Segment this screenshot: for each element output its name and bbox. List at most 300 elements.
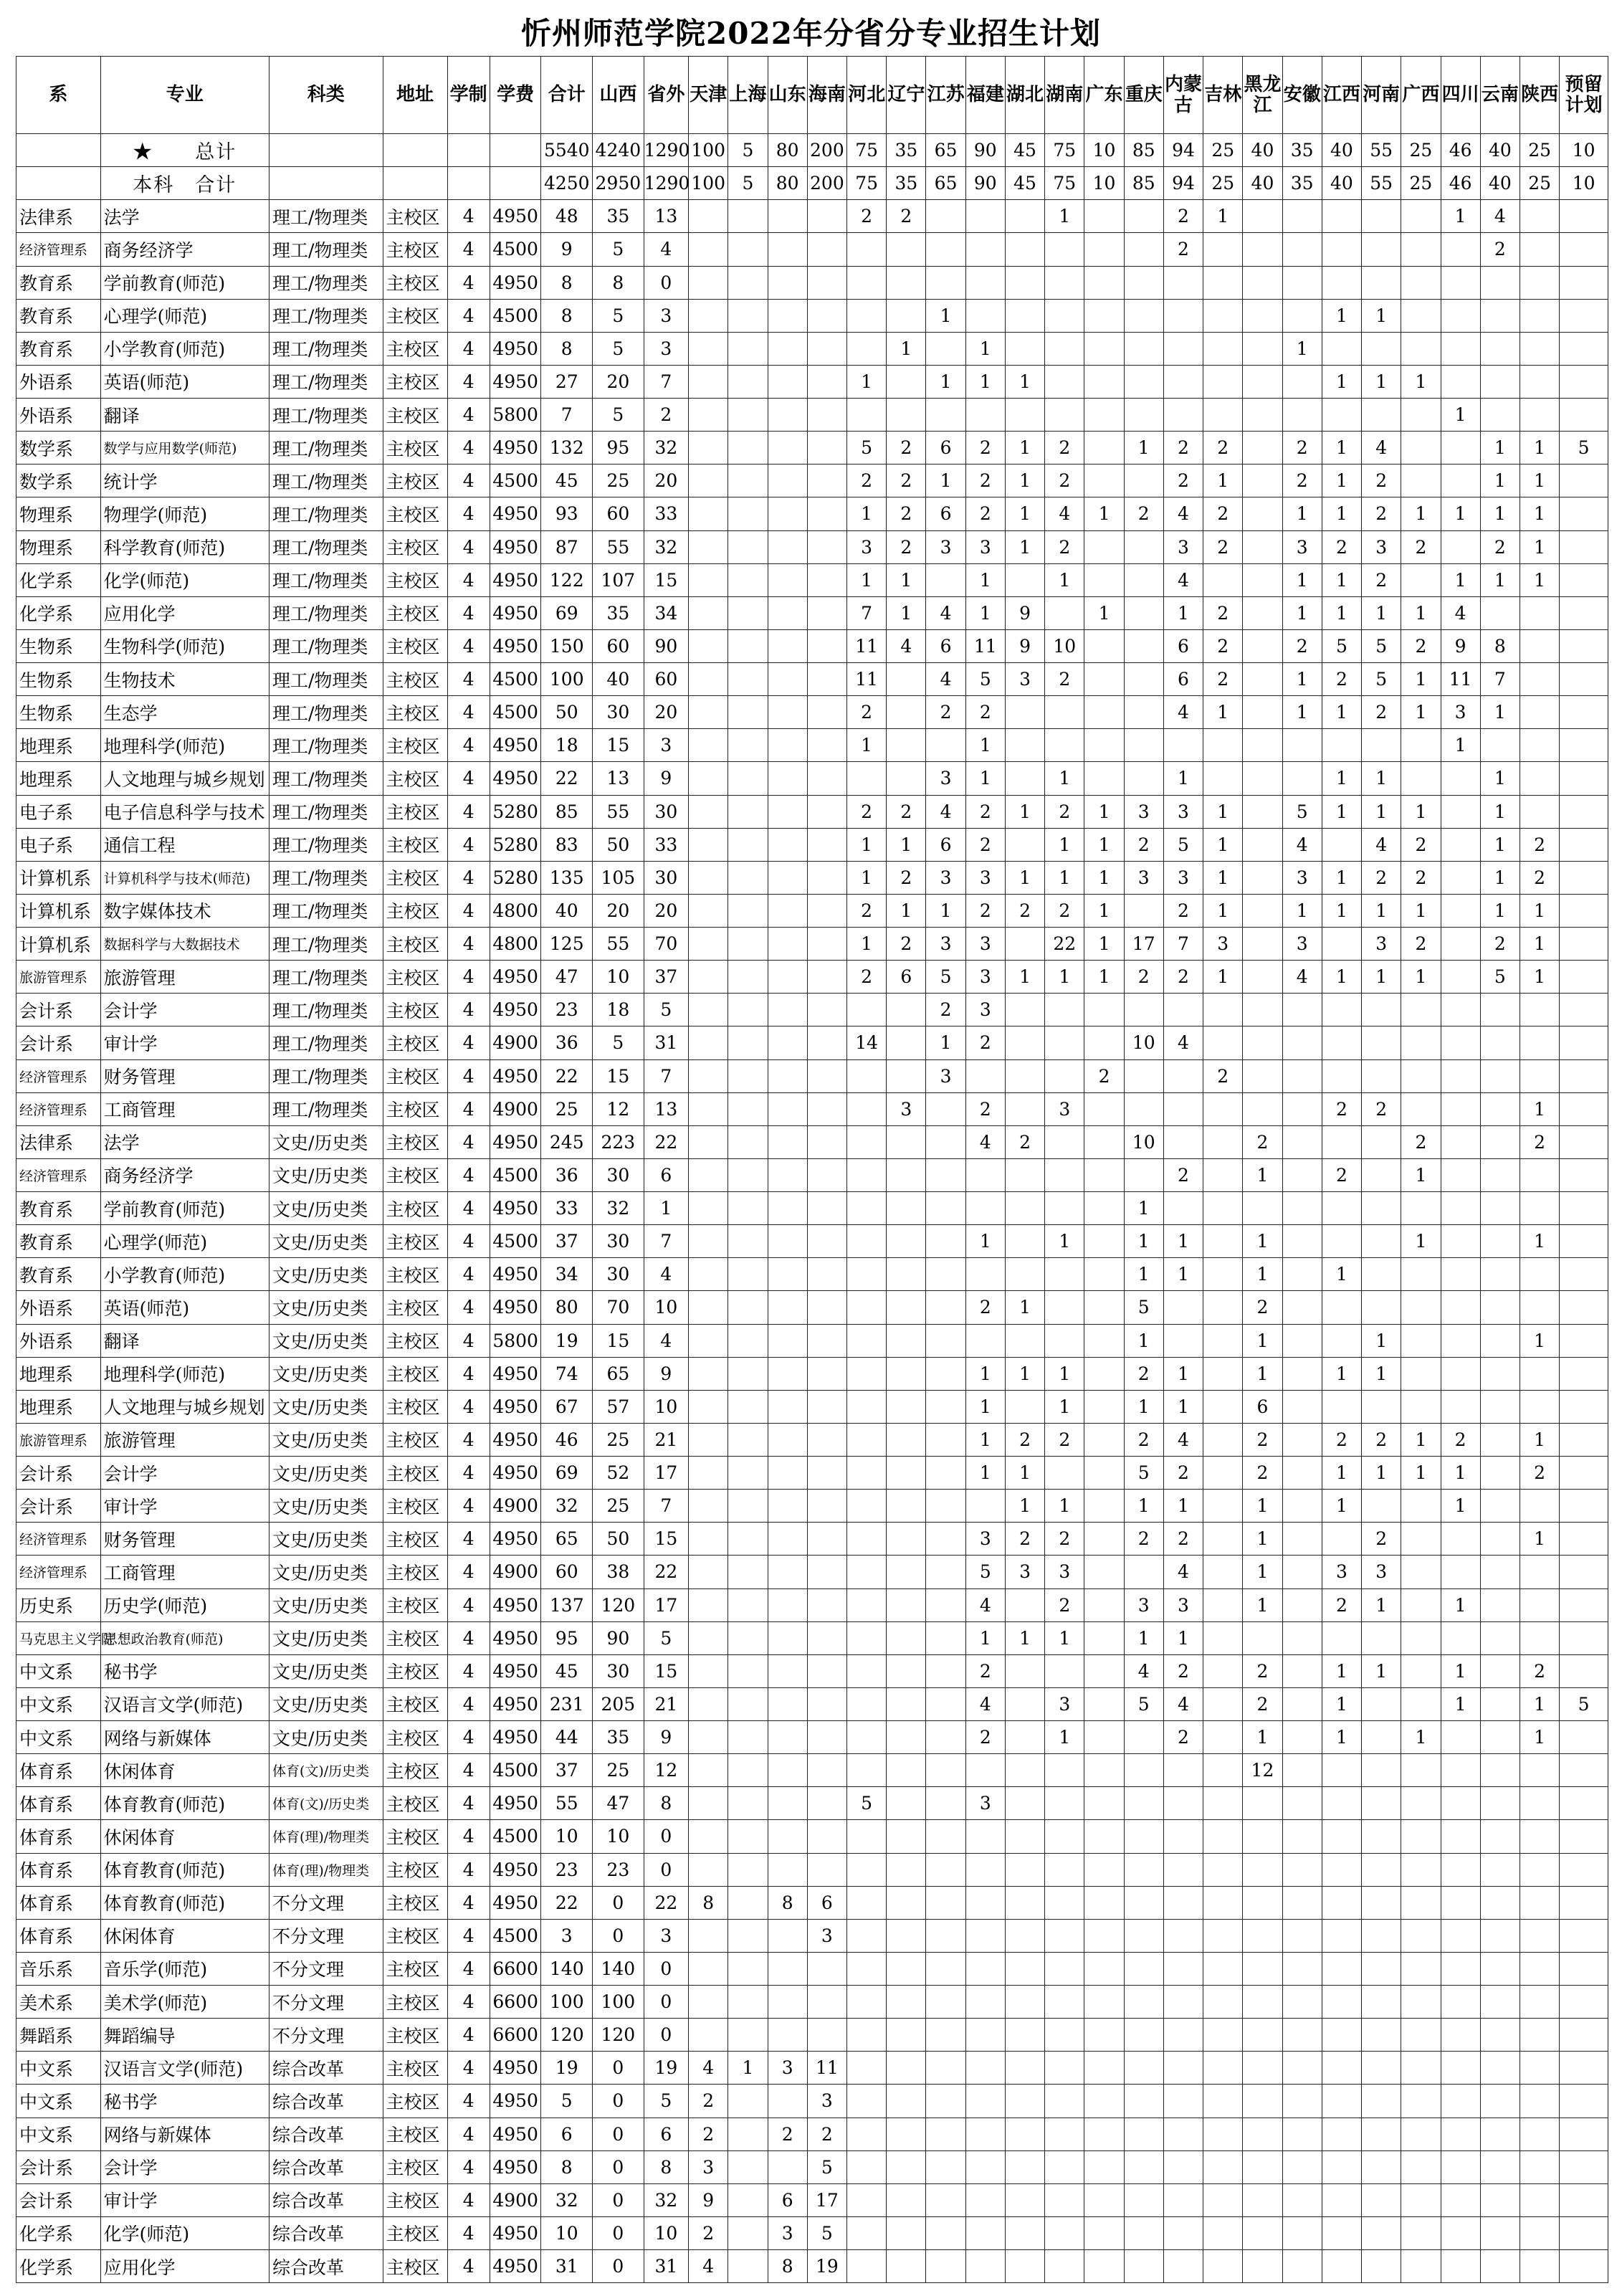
campus-cell: 主校区 bbox=[383, 563, 447, 596]
province-quota-cell bbox=[1203, 994, 1243, 1026]
province-quota-cell bbox=[926, 1986, 965, 2019]
province-quota-cell bbox=[689, 1390, 728, 1423]
province-quota-cell bbox=[689, 1556, 728, 1588]
province-quota-cell bbox=[807, 432, 846, 465]
province-quota-cell bbox=[689, 233, 728, 266]
province-quota-cell bbox=[1480, 1457, 1520, 1490]
province-quota-cell bbox=[887, 1986, 926, 2019]
province-quota-cell bbox=[1520, 2216, 1559, 2249]
province-quota-cell bbox=[1560, 1986, 1608, 2019]
total-cell: 37 bbox=[541, 1225, 593, 1258]
tuition-cell: 4950 bbox=[490, 629, 541, 662]
province-quota-cell bbox=[1005, 1919, 1044, 1952]
province-quota-cell bbox=[768, 1654, 807, 1687]
campus-cell: 主校区 bbox=[383, 1654, 447, 1687]
province-quota-cell bbox=[1560, 1523, 1608, 1556]
province-quota-cell bbox=[1243, 596, 1282, 629]
category-cell: 理工/物理类 bbox=[269, 200, 383, 233]
shanxi-cell: 205 bbox=[593, 1687, 644, 1720]
duration-cell: 4 bbox=[447, 828, 490, 861]
province-quota-cell bbox=[1282, 1490, 1322, 1523]
summary-province-quota: 75 bbox=[1045, 134, 1084, 167]
province-quota-cell bbox=[1560, 1457, 1608, 1490]
province-quota-cell bbox=[965, 1158, 1005, 1191]
province-quota-cell bbox=[728, 2250, 768, 2283]
province-quota-cell bbox=[965, 1059, 1005, 1092]
province-quota-cell bbox=[1401, 1026, 1441, 1059]
province-quota-cell bbox=[1203, 1390, 1243, 1423]
province-quota-cell bbox=[728, 1853, 768, 1886]
province-quota-cell bbox=[768, 663, 807, 696]
province-quota-cell bbox=[1084, 1853, 1124, 1886]
province-quota-cell bbox=[1560, 365, 1608, 398]
province-quota-cell bbox=[926, 266, 965, 299]
province-quota-cell bbox=[1243, 894, 1282, 927]
province-quota-cell: 1 bbox=[1203, 861, 1243, 894]
province-quota-cell bbox=[1520, 233, 1559, 266]
tuition-cell: 6600 bbox=[490, 2019, 541, 2052]
total-cell: 32 bbox=[541, 2183, 593, 2216]
province-quota-cell bbox=[847, 1258, 887, 1291]
province-quota-cell: 3 bbox=[965, 861, 1005, 894]
province-quota-cell bbox=[1243, 332, 1282, 365]
province-quota-cell bbox=[807, 696, 846, 729]
province-quota-cell: 1 bbox=[1520, 1324, 1559, 1357]
table-row bbox=[16, 961, 1608, 994]
tuition-cell: 4950 bbox=[490, 1059, 541, 1092]
province-quota-cell: 22 bbox=[1045, 928, 1084, 961]
province-quota-cell bbox=[887, 2183, 926, 2216]
province-quota-cell bbox=[1520, 2150, 1559, 2183]
total-cell: 45 bbox=[541, 1654, 593, 1687]
province-quota-cell bbox=[926, 1490, 965, 1523]
province-quota-cell bbox=[1084, 1754, 1124, 1787]
province-quota-cell: 1 bbox=[1084, 596, 1124, 629]
summary-province-quota: 100 bbox=[689, 134, 728, 167]
province-quota-cell bbox=[768, 1225, 807, 1258]
province-quota-cell: 1 bbox=[1243, 1556, 1282, 1588]
major-cell: 网络与新媒体 bbox=[100, 2118, 269, 2150]
summary-province-quota: 40 bbox=[1243, 167, 1282, 200]
major-cell: 音乐学(师范) bbox=[100, 1952, 269, 1985]
campus-cell: 主校区 bbox=[383, 795, 447, 828]
province-quota-cell bbox=[728, 432, 768, 465]
summary-province-quota: 35 bbox=[1282, 167, 1322, 200]
province-quota-cell bbox=[1124, 1853, 1163, 1886]
campus-cell: 主校区 bbox=[383, 497, 447, 530]
category-cell: 文史/历史类 bbox=[269, 1324, 383, 1357]
province-quota-cell bbox=[1203, 1886, 1243, 1919]
table-row bbox=[16, 1588, 1608, 1621]
province-quota-cell: 1 bbox=[1084, 828, 1124, 861]
province-quota-cell: 2 bbox=[1045, 1423, 1084, 1456]
province-quota-cell: 1 bbox=[965, 1390, 1005, 1423]
province-quota-cell bbox=[1084, 994, 1124, 1026]
province-quota-cell: 4 bbox=[926, 795, 965, 828]
province-quota-cell bbox=[1362, 1853, 1401, 1886]
campus-cell: 主校区 bbox=[383, 530, 447, 563]
province-quota-cell: 1 bbox=[1322, 1357, 1361, 1390]
province-quota-cell bbox=[1480, 1523, 1520, 1556]
province-quota-cell bbox=[1282, 1986, 1322, 2019]
tuition-cell: 4900 bbox=[490, 1556, 541, 1588]
province-quota-cell bbox=[1401, 1886, 1441, 1919]
category-cell: 不分文理 bbox=[269, 1886, 383, 1919]
province-quota-cell: 1 bbox=[1005, 1457, 1044, 1490]
summary-out-of-province: 1290 bbox=[644, 167, 688, 200]
province-quota-cell bbox=[1480, 994, 1520, 1026]
total-cell: 45 bbox=[541, 465, 593, 497]
province-quota-cell bbox=[1362, 2019, 1401, 2052]
province-quota-cell bbox=[768, 563, 807, 596]
total-cell: 25 bbox=[541, 1092, 593, 1125]
table-row bbox=[16, 563, 1608, 596]
campus-cell: 主校区 bbox=[383, 1092, 447, 1125]
column-header: 陕西 bbox=[1520, 57, 1559, 134]
category-cell: 文史/历史类 bbox=[269, 1225, 383, 1258]
province-quota-cell bbox=[1560, 2019, 1608, 2052]
province-quota-cell bbox=[1124, 2216, 1163, 2249]
province-quota-cell: 2 bbox=[1163, 432, 1203, 465]
province-quota-cell: 4 bbox=[1163, 563, 1203, 596]
province-quota-cell: 1 bbox=[1243, 1490, 1282, 1523]
province-quota-cell: 1 bbox=[1005, 1357, 1044, 1390]
duration-cell: 4 bbox=[447, 2052, 490, 2085]
province-quota-cell bbox=[768, 2150, 807, 2183]
province-quota-cell: 3 bbox=[1282, 928, 1322, 961]
province-quota-cell: 1 bbox=[1005, 1291, 1044, 1324]
department-cell: 会计系 bbox=[16, 994, 101, 1026]
province-quota-cell: 4 bbox=[887, 629, 926, 662]
province-quota-cell bbox=[887, 1457, 926, 1490]
total-cell: 87 bbox=[541, 530, 593, 563]
major-cell: 化学(师范) bbox=[100, 2216, 269, 2249]
total-cell: 6 bbox=[541, 2118, 593, 2150]
province-quota-cell bbox=[1401, 1523, 1441, 1556]
out-of-province-cell: 0 bbox=[644, 1820, 688, 1853]
province-quota-cell bbox=[768, 1588, 807, 1621]
province-quota-cell bbox=[1282, 729, 1322, 762]
province-quota-cell: 1 bbox=[1045, 1390, 1084, 1423]
province-quota-cell bbox=[1520, 1787, 1559, 1820]
province-quota-cell bbox=[1282, 2250, 1322, 2283]
category-cell: 文史/历史类 bbox=[269, 1158, 383, 1191]
column-header: 系 bbox=[16, 57, 101, 134]
province-quota-cell bbox=[1203, 1754, 1243, 1787]
province-quota-cell bbox=[1322, 1787, 1361, 1820]
summary-province-quota: 85 bbox=[1124, 134, 1163, 167]
duration-cell: 4 bbox=[447, 1291, 490, 1324]
province-quota-cell: 2 bbox=[1401, 1125, 1441, 1158]
out-of-province-cell: 3 bbox=[644, 1919, 688, 1952]
province-quota-cell bbox=[1124, 596, 1163, 629]
province-quota-cell bbox=[728, 1952, 768, 1985]
out-of-province-cell: 20 bbox=[644, 696, 688, 729]
shanxi-cell: 47 bbox=[593, 1787, 644, 1820]
campus-cell: 主校区 bbox=[383, 2216, 447, 2249]
province-quota-cell: 2 bbox=[1362, 497, 1401, 530]
province-quota-cell bbox=[1362, 1820, 1401, 1853]
out-of-province-cell: 32 bbox=[644, 2183, 688, 2216]
province-quota-cell bbox=[1322, 1291, 1361, 1324]
department-cell: 经济管理系 bbox=[16, 1523, 101, 1556]
province-quota-cell: 3 bbox=[1005, 1556, 1044, 1588]
province-quota-cell bbox=[1045, 299, 1084, 332]
province-quota-cell bbox=[807, 1457, 846, 1490]
province-quota-cell bbox=[1124, 1721, 1163, 1754]
province-quota-cell bbox=[1163, 729, 1203, 762]
campus-cell: 主校区 bbox=[383, 1457, 447, 1490]
province-quota-cell: 2 bbox=[887, 795, 926, 828]
department-cell: 历史系 bbox=[16, 1588, 101, 1621]
province-quota-cell bbox=[1362, 1919, 1401, 1952]
province-quota-cell bbox=[1005, 1192, 1044, 1225]
major-cell: 工商管理 bbox=[100, 1556, 269, 1588]
province-quota-cell: 1 bbox=[1282, 596, 1322, 629]
total-cell: 19 bbox=[541, 2052, 593, 2085]
campus-cell: 主校区 bbox=[383, 1820, 447, 1853]
province-quota-cell bbox=[1282, 365, 1322, 398]
province-quota-cell bbox=[728, 861, 768, 894]
shanxi-cell: 5 bbox=[593, 233, 644, 266]
province-quota-cell bbox=[768, 1291, 807, 1324]
province-quota-cell bbox=[1560, 1059, 1608, 1092]
major-cell: 体育教育(师范) bbox=[100, 1853, 269, 1886]
province-quota-cell: 1 bbox=[1480, 432, 1520, 465]
province-quota-cell: 1 bbox=[1322, 762, 1361, 795]
province-quota-cell: 11 bbox=[965, 629, 1005, 662]
province-quota-cell bbox=[1441, 2183, 1480, 2216]
province-quota-cell: 1 bbox=[1441, 729, 1480, 762]
campus-cell: 主校区 bbox=[383, 2019, 447, 2052]
tuition-cell: 4950 bbox=[490, 596, 541, 629]
province-quota-cell: 2 bbox=[1322, 1158, 1361, 1191]
summary-province-quota: 75 bbox=[1045, 167, 1084, 200]
summary-province-quota: 25 bbox=[1401, 134, 1441, 167]
province-quota-cell bbox=[965, 1853, 1005, 1886]
province-quota-cell bbox=[768, 1026, 807, 1059]
province-quota-cell bbox=[689, 696, 728, 729]
summary-province-quota: 5 bbox=[728, 134, 768, 167]
tuition-cell: 4950 bbox=[490, 1357, 541, 1390]
shanxi-cell: 5 bbox=[593, 332, 644, 365]
province-quota-cell bbox=[1362, 994, 1401, 1026]
province-quota-cell bbox=[926, 1423, 965, 1456]
table-row bbox=[16, 1787, 1608, 1820]
province-quota-cell bbox=[926, 200, 965, 233]
category-cell: 理工/物理类 bbox=[269, 465, 383, 497]
province-quota-cell bbox=[887, 1721, 926, 1754]
province-quota-cell bbox=[1362, 1754, 1401, 1787]
province-quota-cell: 1 bbox=[1005, 1621, 1044, 1654]
province-quota-cell: 1 bbox=[1203, 961, 1243, 994]
province-quota-cell: 3 bbox=[1203, 928, 1243, 961]
province-quota-cell: 3 bbox=[807, 1919, 846, 1952]
table-row bbox=[16, 596, 1608, 629]
total-cell: 48 bbox=[541, 200, 593, 233]
category-cell: 综合改革 bbox=[269, 2052, 383, 2085]
total-cell: 67 bbox=[541, 1390, 593, 1423]
duration-cell: 4 bbox=[447, 629, 490, 662]
shanxi-cell: 0 bbox=[593, 2150, 644, 2183]
duration-cell: 4 bbox=[447, 762, 490, 795]
province-quota-cell: 1 bbox=[1362, 961, 1401, 994]
total-cell: 80 bbox=[541, 1291, 593, 1324]
category-cell: 体育(理)/物理类 bbox=[269, 1853, 383, 1886]
province-quota-cell: 1 bbox=[965, 596, 1005, 629]
duration-cell: 4 bbox=[447, 1721, 490, 1754]
province-quota-cell: 2 bbox=[1163, 465, 1203, 497]
province-quota-cell: 1 bbox=[1401, 596, 1441, 629]
province-quota-cell bbox=[1401, 1754, 1441, 1787]
province-quota-cell: 1 bbox=[1441, 497, 1480, 530]
duration-cell: 4 bbox=[447, 1556, 490, 1588]
province-quota-cell: 1 bbox=[1005, 432, 1044, 465]
tuition-cell: 4950 bbox=[490, 1853, 541, 1886]
campus-cell: 主校区 bbox=[383, 2118, 447, 2150]
province-quota-cell bbox=[965, 399, 1005, 432]
province-quota-cell bbox=[1322, 2150, 1361, 2183]
shanxi-cell: 105 bbox=[593, 861, 644, 894]
province-quota-cell bbox=[1560, 1192, 1608, 1225]
category-cell: 不分文理 bbox=[269, 1986, 383, 2019]
column-header: 江苏 bbox=[926, 57, 965, 134]
shanxi-cell: 0 bbox=[593, 2118, 644, 2150]
major-cell: 秘书学 bbox=[100, 2085, 269, 2118]
shanxi-cell: 23 bbox=[593, 1853, 644, 1886]
province-quota-cell: 2 bbox=[926, 994, 965, 1026]
campus-cell: 主校区 bbox=[383, 1754, 447, 1787]
category-cell: 理工/物理类 bbox=[269, 563, 383, 596]
tuition-cell: 4500 bbox=[490, 1919, 541, 1952]
province-quota-cell bbox=[1560, 1324, 1608, 1357]
tuition-cell: 4950 bbox=[490, 994, 541, 1026]
province-quota-cell bbox=[1163, 994, 1203, 1026]
province-quota-cell bbox=[926, 1457, 965, 1490]
campus-cell: 主校区 bbox=[383, 1853, 447, 1886]
province-quota-cell bbox=[1560, 1787, 1608, 1820]
province-quota-cell bbox=[1362, 2085, 1401, 2118]
province-quota-cell: 3 bbox=[1124, 861, 1163, 894]
province-quota-cell bbox=[847, 1721, 887, 1754]
out-of-province-cell: 22 bbox=[644, 1125, 688, 1158]
province-quota-cell bbox=[728, 828, 768, 861]
province-quota-cell bbox=[728, 1390, 768, 1423]
province-quota-cell bbox=[1401, 1556, 1441, 1588]
province-quota-cell bbox=[1560, 563, 1608, 596]
province-quota-cell bbox=[1520, 696, 1559, 729]
province-quota-cell bbox=[1282, 1621, 1322, 1654]
duration-cell: 4 bbox=[447, 795, 490, 828]
province-quota-cell: 2 bbox=[965, 1291, 1005, 1324]
province-quota-cell: 1 bbox=[1520, 1721, 1559, 1754]
summary-shanxi: 4240 bbox=[593, 134, 644, 167]
province-quota-cell bbox=[1282, 1258, 1322, 1291]
summary-province-quota: 45 bbox=[1005, 134, 1044, 167]
tuition-cell: 4500 bbox=[490, 233, 541, 266]
province-quota-cell bbox=[1560, 1357, 1608, 1390]
category-cell: 理工/物理类 bbox=[269, 894, 383, 927]
summary-province-quota: 65 bbox=[926, 134, 965, 167]
province-quota-cell bbox=[768, 1390, 807, 1423]
province-quota-cell bbox=[847, 1423, 887, 1456]
province-quota-cell bbox=[1480, 1588, 1520, 1621]
province-quota-cell bbox=[887, 1621, 926, 1654]
province-quota-cell bbox=[965, 1986, 1005, 2019]
province-quota-cell bbox=[1243, 961, 1282, 994]
province-quota-cell: 2 bbox=[887, 465, 926, 497]
province-quota-cell bbox=[1480, 1654, 1520, 1687]
out-of-province-cell: 20 bbox=[644, 894, 688, 927]
province-quota-cell bbox=[1203, 1225, 1243, 1258]
table-row bbox=[16, 828, 1608, 861]
major-cell: 体育教育(师范) bbox=[100, 1886, 269, 1919]
province-quota-cell bbox=[728, 663, 768, 696]
province-quota-cell bbox=[728, 2150, 768, 2183]
table-row bbox=[16, 1423, 1608, 1456]
province-quota-cell bbox=[1005, 1886, 1044, 1919]
tuition-cell: 4950 bbox=[490, 2052, 541, 2085]
province-quota-cell bbox=[1243, 266, 1282, 299]
province-quota-cell bbox=[847, 1357, 887, 1390]
province-quota-cell bbox=[728, 1357, 768, 1390]
province-quota-cell bbox=[1322, 1820, 1361, 1853]
province-quota-cell bbox=[728, 1721, 768, 1754]
province-quota-cell bbox=[768, 928, 807, 961]
province-quota-cell bbox=[965, 2216, 1005, 2249]
summary-province-quota: 10 bbox=[1084, 167, 1124, 200]
campus-cell: 主校区 bbox=[383, 2085, 447, 2118]
province-quota-cell: 9 bbox=[689, 2183, 728, 2216]
province-quota-cell bbox=[1441, 894, 1480, 927]
department-cell: 教育系 bbox=[16, 1225, 101, 1258]
table-row bbox=[16, 2216, 1608, 2249]
category-cell: 体育(理)/物理类 bbox=[269, 1820, 383, 1853]
shanxi-cell: 0 bbox=[593, 2250, 644, 2283]
province-quota-cell bbox=[926, 1853, 965, 1886]
shanxi-cell: 30 bbox=[593, 1654, 644, 1687]
out-of-province-cell: 4 bbox=[644, 1258, 688, 1291]
province-quota-cell bbox=[768, 1919, 807, 1952]
province-quota-cell bbox=[1124, 200, 1163, 233]
province-quota-cell bbox=[1282, 399, 1322, 432]
shanxi-cell: 25 bbox=[593, 1754, 644, 1787]
province-quota-cell bbox=[1243, 2085, 1282, 2118]
province-quota-cell: 3 bbox=[1045, 1092, 1084, 1125]
province-quota-cell bbox=[887, 1787, 926, 1820]
province-quota-cell bbox=[1005, 1952, 1044, 1985]
province-quota-cell bbox=[1124, 1158, 1163, 1191]
out-of-province-cell: 10 bbox=[644, 2216, 688, 2249]
province-quota-cell bbox=[887, 1523, 926, 1556]
province-quota-cell bbox=[1203, 2019, 1243, 2052]
province-quota-cell: 1 bbox=[1322, 1490, 1361, 1523]
column-header: 预留计划 bbox=[1560, 57, 1608, 134]
province-quota-cell bbox=[1441, 1092, 1480, 1125]
tuition-cell: 4950 bbox=[490, 1687, 541, 1720]
province-quota-cell bbox=[1124, 332, 1163, 365]
column-header: 合计 bbox=[541, 57, 593, 134]
province-quota-cell: 1 bbox=[1243, 1324, 1282, 1357]
province-quota-cell: 1 bbox=[1520, 530, 1559, 563]
province-quota-cell bbox=[926, 2118, 965, 2150]
summary-province-quota: 75 bbox=[847, 134, 887, 167]
campus-cell: 主校区 bbox=[383, 465, 447, 497]
province-quota-cell: 2 bbox=[1362, 1092, 1401, 1125]
province-quota-cell: 1 bbox=[1243, 1588, 1282, 1621]
province-quota-cell bbox=[1005, 2150, 1044, 2183]
province-quota-cell: 2 bbox=[1520, 1125, 1559, 1158]
